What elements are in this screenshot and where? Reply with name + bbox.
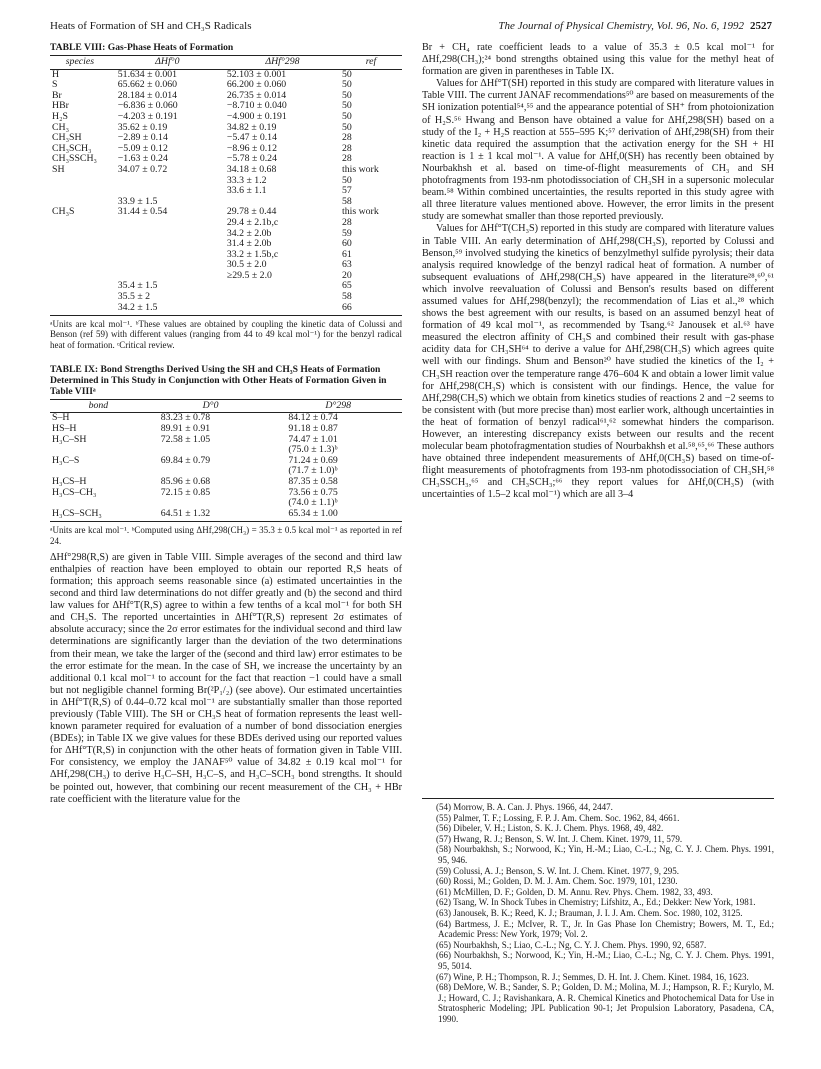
col-header-d0: D°0 xyxy=(147,399,275,413)
table-9-footnote: ᵃUnits are kcal mol⁻¹. ᵇComputed using ΔHf,298(CH₃) = 35.3 ± 0.5 kcal mol⁻¹ as reported in ref 24. xyxy=(50,525,402,546)
reference-item: (54) Morrow, B. A. Can. J. Phys. 1966, 44, 2447. xyxy=(436,802,613,812)
dhf0-cell: 35.62 ± 0.19 xyxy=(117,121,168,133)
left-column xyxy=(50,42,402,806)
dhf298-cell: 29.4 ± 2.1b,c xyxy=(226,216,279,228)
bond-cell: S–H xyxy=(52,412,70,424)
table-row xyxy=(50,488,402,499)
references-list xyxy=(422,798,774,1024)
dhf0-cell: −4.203 ± 0.191 xyxy=(117,110,178,122)
dhf0-cell: −2.89 ± 0.14 xyxy=(117,132,168,144)
reference-item: (62) Tsang, W. In Shock Tubes in Chemistry; Lifshitz, A., Ed.; Dekker: New York, 1981. xyxy=(436,897,756,908)
dhf0-cell: 65.662 ± 0.060 xyxy=(117,79,178,91)
d298-cell: 84.12 ± 0.74 xyxy=(288,412,338,424)
table-row xyxy=(50,456,402,467)
table-row xyxy=(50,303,402,316)
species-cell xyxy=(50,271,110,282)
journal-citation: The Journal of Physical Chemistry, Vol. 96, No. 6, 1992 2527 xyxy=(498,20,772,32)
col-header-dhf298: ΔHf°298 xyxy=(225,56,340,70)
species-cell xyxy=(50,250,110,261)
table-row xyxy=(50,413,402,424)
reference-item: (66) Nourbakhsh, S.; Norwood, K.; Yin, H.-M.; Liao, C.-L.; Ng, C. Y. J. Chem. Phys. 1991, 95, 5014. xyxy=(436,950,774,971)
dhf298-cell: 30.5 ± 2.0 xyxy=(226,259,267,271)
dhf0-cell: 31.44 ± 0.54 xyxy=(117,206,168,218)
ref-cell: 20 xyxy=(341,269,352,281)
col-header-bond: bond xyxy=(50,399,147,413)
d298-cell: 65.34 ± 1.00 xyxy=(274,509,402,522)
d0-cell: 89.91 ± 0.91 xyxy=(160,423,211,435)
reference-item: (56) Dibeler, V. H.; Liston, S. K. J. Chem. Phys. 1968, 49, 482. xyxy=(436,823,664,834)
ref-cell: 65 xyxy=(341,280,352,292)
reference-item: (55) Palmer, T. F.; Lossing, F. P. J. Am. Chem. Soc. 1962, 84, 4661. xyxy=(436,812,680,823)
d298-cell: (71.7 ± 1.0)ᵇ xyxy=(288,465,338,477)
col-header-dhf0: ΔHf°0 xyxy=(110,56,225,70)
bond-cell: H₃C–S xyxy=(52,454,80,466)
species-cell xyxy=(50,281,110,292)
page-number: 2527 xyxy=(750,20,772,32)
reference-item: (57) Hwang, R. J.; Benson, S. W. Int. J. Chem. Kinet. 1979, 11, 579. xyxy=(436,833,683,844)
d298-cell: 71.24 ± 0.69 xyxy=(288,454,338,466)
ref-cell: 57 xyxy=(341,185,352,197)
dhf0-cell xyxy=(110,229,225,240)
reference-item: (64) Bartmess, J. E.; McIver, R. T., Jr. In Gas Phase Ion Chemistry; Bowers, M. T., Ed.; Academic Press: New York, 1979; Vol. 2. xyxy=(436,918,774,940)
bond-cell: H₃C–SH xyxy=(52,433,87,445)
dhf298-cell: 34.2 ± 2.0b xyxy=(226,227,272,239)
table-9 xyxy=(50,399,402,523)
table-9-caption: TABLE IX: Bond Strengths Derived Using the SH and CH₃S Heats of Formation Determined in This Study in Conjunction with Other Heats of Formation Given in Table VIIIᵃ xyxy=(50,363,387,397)
table-row xyxy=(50,509,402,522)
ref-cell: 50 xyxy=(341,100,352,112)
dhf0-cell: −5.09 ± 0.12 xyxy=(117,142,168,154)
species-cell xyxy=(50,229,110,240)
table-row xyxy=(50,165,402,176)
d298-cell: 87.35 ± 0.58 xyxy=(288,476,338,488)
species-cell: H xyxy=(52,68,60,80)
ref-cell: 50 xyxy=(341,79,352,91)
dhf298-cell: −4.900 ± 0.191 xyxy=(226,110,287,122)
ref-cell: this work xyxy=(341,163,379,175)
dhf0-cell: 35.5 ± 2 xyxy=(117,291,151,303)
species-cell: CH₃SSCH₃ xyxy=(52,153,97,165)
dhf298-cell: 34.18 ± 0.68 xyxy=(226,163,277,175)
ref-cell: 50 xyxy=(341,174,352,186)
species-cell xyxy=(50,239,110,250)
d0-cell: 64.51 ± 1.32 xyxy=(147,509,275,522)
ref-cell: 50 xyxy=(341,110,352,122)
d298-cell: 73.56 ± 0.75 xyxy=(288,486,338,498)
dhf298-cell: 31.4 ± 2.0b xyxy=(226,238,272,250)
d0-cell: 69.84 ± 0.79 xyxy=(160,454,211,466)
d298-cell: (74.0 ± 1.1)ᵇ xyxy=(288,497,338,509)
right-column xyxy=(422,42,774,502)
d0-cell: 72.58 ± 1.05 xyxy=(160,433,211,445)
dhf0-cell: −1.63 ± 0.24 xyxy=(117,153,168,165)
table-8 xyxy=(50,55,402,316)
table-row xyxy=(50,466,402,477)
species-cell xyxy=(50,292,110,303)
reference-item: (61) McMillen, D. F.; Golden, D. M. Annu. Rev. Phys. Chem. 1982, 33, 493. xyxy=(436,886,713,897)
dhf298-cell: 66.200 ± 0.060 xyxy=(226,79,287,91)
species-cell: CH₃SCH₃ xyxy=(52,142,92,154)
dhf298-cell: −8.96 ± 0.12 xyxy=(226,142,277,154)
species-cell: CH₃SH xyxy=(52,132,82,144)
dhf298-cell: 33.6 ± 1.1 xyxy=(226,185,267,197)
reference-item: (65) Nourbakhsh, S.; Liao, C.-L.; Ng, C. Y. J. Chem. Phys. 1990, 92, 6587. xyxy=(436,939,707,950)
dhf298-cell: 33.3 ± 1.2 xyxy=(226,174,267,186)
bond-cell: HS–H xyxy=(52,423,77,435)
dhf0-cell: 33.9 ± 1.5 xyxy=(117,195,158,207)
d298-cell: 91.18 ± 0.87 xyxy=(288,423,338,435)
table-row xyxy=(50,435,402,446)
col-header-d298: D°298 xyxy=(274,399,402,413)
dhf0-cell: −6.836 ± 0.060 xyxy=(117,100,178,112)
species-cell xyxy=(50,218,110,229)
dhf0-cell xyxy=(110,176,225,187)
dhf298-cell: −8.710 ± 0.040 xyxy=(226,100,287,112)
species-cell xyxy=(50,303,110,316)
reference-item: (63) Janousek, B. K.; Reed, K. J.; Brauman, J. I. J. Am. Chem. Soc. 1980, 102, 3125. xyxy=(436,907,743,918)
table-8-caption: TABLE VIII: Gas-Phase Heats of Formation xyxy=(50,42,234,53)
ref-cell: 28 xyxy=(341,216,352,228)
running-title: Heats of Formation of SH and CH₃S Radicals xyxy=(50,20,252,32)
species-cell: CH₃ xyxy=(52,121,70,133)
species-cell: H₂S xyxy=(52,110,68,122)
dhf0-cell: 51.634 ± 0.001 xyxy=(117,68,178,80)
running-header xyxy=(50,20,772,36)
ref-cell: 58 xyxy=(341,195,352,207)
d298-cell: (75.0 ± 1.3)ᵇ xyxy=(288,444,338,456)
species-cell: SH xyxy=(52,163,65,175)
ref-cell: 50 xyxy=(341,121,352,133)
table-row xyxy=(50,498,402,509)
dhf0-cell: 28.184 ± 0.014 xyxy=(117,89,178,101)
col-header-species: species xyxy=(50,56,110,70)
d0-cell: 85.96 ± 0.68 xyxy=(160,476,211,488)
species-cell xyxy=(50,176,110,187)
species-cell xyxy=(50,260,110,271)
bond-cell: H₃CS–H xyxy=(52,476,87,488)
dhf0-cell xyxy=(110,250,225,261)
dhf0-cell: 35.4 ± 1.5 xyxy=(117,280,158,292)
dhf0-cell: 34.07 ± 0.72 xyxy=(117,163,168,175)
dhf298-cell: −5.78 ± 0.24 xyxy=(226,153,277,165)
table-8-footnote: ᵃUnits are kcal mol⁻¹. ᵇThese values are obtained by coupling the kinetic data of Colussi and Benson (ref 59) with different values (ranging from 44 to 49 kcal mol⁻¹) for the benzyl radical heat of formation. ᶜCritical review. xyxy=(50,319,402,350)
dhf298-cell xyxy=(225,292,340,303)
body-paragraph: Br + CH₄ rate coefficient leads to a value of 35.3 ± 0.5 kcal mol⁻¹ for ΔHf,298(CH₃);²⁴ bond strengths obtained using this value for the methyl heat of formation are given in parentheses in Table IX. xyxy=(422,42,774,78)
d0-cell: 83.23 ± 0.78 xyxy=(160,412,211,424)
ref-cell: 28 xyxy=(341,132,352,144)
dhf298-cell: 52.103 ± 0.001 xyxy=(226,68,287,80)
dhf298-cell xyxy=(225,303,340,316)
bond-cell: H₃CS–CH₃ xyxy=(52,486,97,498)
species-cell: Br xyxy=(52,89,62,101)
dhf298-cell: 29.78 ± 0.44 xyxy=(226,206,277,218)
dhf298-cell: −5.47 ± 0.14 xyxy=(226,132,277,144)
ref-cell: 58 xyxy=(341,291,352,303)
dhf298-cell: 34.82 ± 0.19 xyxy=(226,121,277,133)
body-paragraph: ΔHf°298(R,S) are given in Table VIII. Simple averages of the second and third law enthalpies of reaction have been employed to obtain our reported R,S heats of formation; this approach seems reasonable since (a) estimated uncertainties in the second and third law determinations do not differ greatly and (b) the second and third law values for ΔHf°T(R,S) agree to within a few tenths of a kcal mol⁻¹ for both SH and CH₃S. The reported uncertainties in ΔHf°T(R,S) represent 2σ estimates of absolute accuracy; since the 2σ error estimates for the individual second and third law determinations are significantly larger than the deviation of the two determinations from their mean, we take the larger of the (second and third law) error estimates to be the error estimate for the mean. In the case of SH, we increase the uncertainty by an additional 0.1 kcal mol⁻¹ to account for the fact that reaction −1 could have a small but not negligible channel forming Br(²P₁/₂) (see above). Our estimated uncertainties in ΔHf°T(R,S) of 0.44–0.72 kcal mol⁻¹ are substantially smaller than those reported previously (Table VIII). The SH or CH₃S heat of formation represents the least well-known parameter required for evaluation of a number of bond dissociation energies (BDEs); in Table IX we give values for these BDEs derived using our reported values for ΔHf°T(R,S) in conjunction with the other heats of formation given in Table VIII. For consistency, we employ the JANAF⁵⁰ value of 34.82 ± 0.19 kcal mol⁻¹ for ΔHf,298(CH₃) to derive H₃C–SH, H₃C–S, and H₃C–SCH₃ bond strengths. It should be pointed out, however, that combining our recent measurement of the CH₃ + HBr rate coefficient with the literature value for the xyxy=(50,551,402,805)
ref-cell: 63 xyxy=(341,259,352,271)
table-row xyxy=(50,218,402,229)
table-row xyxy=(50,112,402,123)
dhf0-cell xyxy=(110,260,225,271)
ref-cell: 61 xyxy=(341,248,352,260)
reference-item: (60) Rossi, M.; Golden, D. M. J. Am. Chem. Soc. 1979, 101, 1230. xyxy=(436,876,678,887)
table-row xyxy=(50,477,402,488)
species-cell: CH₃S xyxy=(52,206,75,218)
body-paragraph: Values for ΔHf°T(SH) reported in this study are compared with literature values in Table VIII. The current JANAF recommendations⁵⁰ are based on measurements of the SH ionization potential⁵⁴,⁵⁵ and the appearance potential of SH⁺ from photoionization of H₂S.⁵⁶ Hwang and Benson have obtained a value for ΔHf,298(SH) based on a study of the I₂ + H₂S reaction at 555–595 K;⁵⁷ derivation of ΔHf,298(SH) from their kinetic data required the assumption that the activation energy for the SH + HI reaction is 1 ± 1 kcal mol⁻¹. A value for ΔHf,0(SH) has recently been obtained by Nourbakhsh et al. based on time-of-flight measurements of CH₃ and SH photofragments from 193-nm photodissociation of CH₃SH in a supersonic molecular beam.⁵⁸ Within combined uncertainties, the results reported in this study agree with all three literature values mentioned above. However, the error limits in the present study are somewhat smaller than those reported previously. xyxy=(422,78,774,223)
body-paragraph: Values for ΔHf°T(CH₃S) reported in this study are compared with literature values in Table VIII. An early determination of ΔHf,298(CH₃S), reported by Colussi and Benson,⁵⁹ involved studying the kinetics of benzylmethyl sulfide pyrolysis; their data analysis required knowledge of the benzyl radical heat of formation. A number of subsequent evaluations of ΔHf,298(CH₃S) have appeared in the literature²⁸,⁶⁰,⁶¹ which involve reevaluation of Colussi and Benson's results based on different assumed values for ΔHf,298(benzyl); the recommendation of Lias et al.,²⁸ which shows the best agreement with our results, is based on an assumed benzyl heat of formation of 49 kcal mol⁻¹, as recommended by Tsang.⁶² Janousek et al.⁶³ have measured the electron affinity of CH₃S and combined their result with gas-phase acidity data for CH₃SH⁶⁴ to derive a value for ΔHf,298(CH₃S) which agrees quite well with our findings. Shum and Benson²⁰ have studied the kinetics of the I₂ + CH₃SH reaction over the temperature range 476–604 K and obtain a lower limit value for ΔHf,298(CH₃S) which is consistent with our findings. Hence, the value for ΔHf,298(CH₃S) which we obtain from kinetics studies of reactions 2 and −2 seems to be consistent with (but more precise than) most earlier work, although uncertainties in the heat of formation of benzyl radical⁶¹,⁶² somewhat hinders the comparison. However, an interesting discrepancy exists between our results and the recent molecular beam photofragmentation studies of Nourbakhsh et al.⁵⁸,⁶⁵,⁶⁶ These authors have obtained three independent measurements of ΔHf,0(CH₃S) based on time-of-flight measurements of photofragments from 193-nm photodissociation of CH₃SH,⁵⁸ CH₃SSCH₃,⁶⁵ and CH₃SCH₃;⁶⁶ they report values for ΔHf,0(CH₃S) (with uncertainties of 1.5–2 kcal mol⁻¹) which are all 3–4 xyxy=(422,223,774,501)
ref-cell: 28 xyxy=(341,153,352,165)
col-header-ref: ref xyxy=(340,56,402,70)
dhf298-cell xyxy=(225,281,340,292)
dhf0-cell xyxy=(110,239,225,250)
ref-cell: 28 xyxy=(341,142,352,154)
dhf0-cell: 34.2 ± 1.5 xyxy=(110,303,225,316)
table-row xyxy=(50,424,402,435)
dhf298-cell: 26.735 ± 0.014 xyxy=(226,89,287,101)
reference-item: (68) DeMore, W. B.; Sander, S. P.; Golden, D. M.; Molina, M. J.; Hampson, R. F.; Kurylo, M. J.; Howard, C. J.; Ravishankara, A. R. Chemical Kinetics and Photochemical Data for Use in Stratospheric Modeling; JPL Publication 90-1; Jet Propulsion Laboratory, Pasadena, CA, 1990. xyxy=(436,982,774,1024)
species-cell: HBr xyxy=(52,100,69,112)
species-cell: S xyxy=(52,79,58,91)
ref-cell: 66 xyxy=(340,303,402,316)
ref-cell: 50 xyxy=(341,68,352,80)
table-row xyxy=(50,445,402,456)
ref-cell: this work xyxy=(341,206,379,218)
reference-item: (58) Nourbakhsh, S.; Norwood, K.; Yin, H.-M.; Liao, C.-L.; Ng, C. Y. J. Chem. Phys. 1991, 95, 946. xyxy=(436,844,774,865)
ref-cell: 50 xyxy=(341,89,352,101)
dhf0-cell xyxy=(110,218,225,229)
d298-cell: 74.47 ± 1.01 xyxy=(288,433,338,445)
d0-cell: 72.15 ± 0.85 xyxy=(160,486,211,498)
dhf298-cell: ≥29.5 ± 2.0 xyxy=(226,269,272,281)
reference-item: (67) Wine, P. H.; Thompson, R. J.; Semmes, D. H. Int. J. Chem. Kinet. 1984, 16, 1623. xyxy=(436,971,749,982)
ref-cell: 60 xyxy=(341,238,352,250)
bond-cell: H₃CS–SCH₃ xyxy=(50,509,147,522)
species-cell xyxy=(50,186,110,197)
ref-cell: 59 xyxy=(341,227,352,239)
dhf298-cell: 33.2 ± 1.5b,c xyxy=(226,248,279,260)
reference-item: (59) Colussi, A. J.; Benson, S. W. Int. J. Chem. Kinet. 1977, 9, 295. xyxy=(436,865,680,876)
